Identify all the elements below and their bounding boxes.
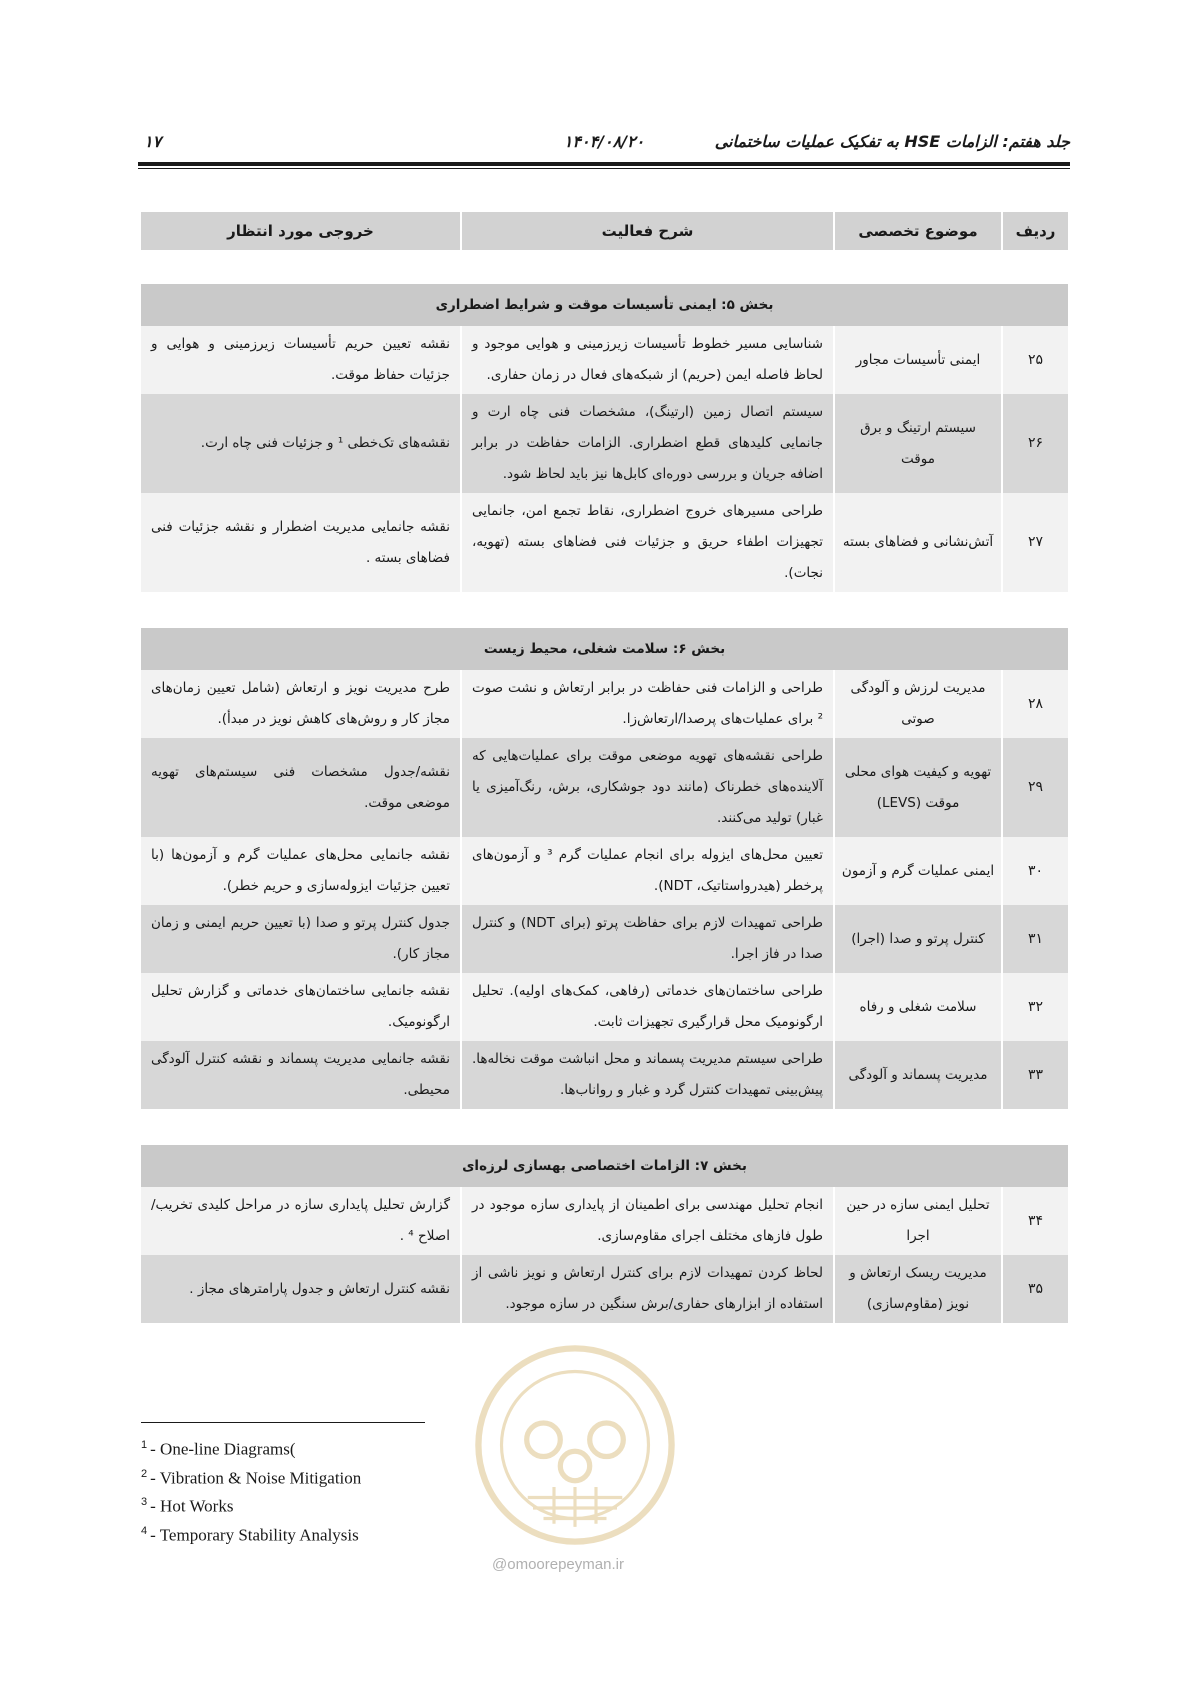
footnote-rule <box>141 1422 425 1423</box>
row-topic: سیستم ارتینگ و برق موقت <box>834 394 1002 493</box>
footnote-1: $^1$ - One-line Diagrams( <box>141 1439 296 1459</box>
table-row <box>141 670 1068 738</box>
column-header-output: خروجی مورد انتظار <box>141 212 461 250</box>
row-topic: تهویه و کیفیت هوای محلی موقت (LEVS) <box>834 738 1002 837</box>
row-number: ۳۳ <box>1002 1041 1068 1109</box>
footnote-3: $^3$ - Hot Works <box>141 1496 234 1516</box>
section-7 <box>141 1145 1068 1323</box>
table-row <box>141 738 1068 837</box>
row-description: طراحی ساختمان‌های خدماتی (رفاهی، کمک‌های اولیه). تحلیل ارگونومیک محل قرارگیری تجهیزات ثابت. <box>461 973 834 1041</box>
table-row <box>141 973 1068 1041</box>
section-title: بخش ۵: ایمنی تأسیسات موقت و شرایط اضطراری <box>141 284 1068 326</box>
row-topic: سلامت شغلی و رفاه <box>834 973 1002 1041</box>
row-number: ۳۰ <box>1002 837 1068 905</box>
row-description: شناسایی مسیر خطوط تأسیسات زیرزمینی و هوایی موجود و لحاظ فاصله ایمن (حریم) از شبکه‌های فعال در زمان حفاری. <box>461 326 834 394</box>
document-date: ۱۴۰۴/۰۸/۲۰ <box>563 132 645 151</box>
row-number: ۲۷ <box>1002 493 1068 592</box>
row-output: گزارش تحلیل پایداری سازه در مراحل کلیدی تخریب/اصلاح ⁴ . <box>141 1187 461 1255</box>
row-topic: ایمنی تأسیسات مجاور <box>834 326 1002 394</box>
row-number: ۲۵ <box>1002 326 1068 394</box>
column-header-table <box>141 212 1068 250</box>
row-output: نقشه جانمایی ساختمان‌های خدماتی و گزارش تحلیل ارگونومیک. <box>141 973 461 1041</box>
row-description: طراحی نقشه‌های تهویه موضعی موقت برای عملیات‌هایی که آلاینده‌های خطرناک (مانند دود جوشکاری، برش، رنگ‌آمیزی یا غبار) تولید می‌کنند. <box>461 738 834 837</box>
table-row <box>141 905 1068 973</box>
row-topic: کنترل پرتو و صدا (اجرا) <box>834 905 1002 973</box>
row-topic: ایمنی عملیات گرم و آزمون <box>834 837 1002 905</box>
footnote-2: $^2$ - Vibration & Noise Mitigation <box>141 1467 362 1488</box>
page-number: ۱۷ <box>144 132 162 151</box>
page-header <box>138 128 1070 158</box>
row-topic: آتش‌نشانی و فضاهای بسته <box>834 493 1002 592</box>
row-topic: تحلیل ایمنی سازه در حین اجرا <box>834 1187 1002 1255</box>
row-output: نقشه جانمایی مدیریت اضطرار و نقشه جزئیات فنی فضاهای بسته . <box>141 493 461 592</box>
sections-container <box>141 284 1068 1323</box>
watermark-text: @omoorepeyman.ir <box>492 1556 624 1573</box>
main-content <box>141 212 1068 1323</box>
gear-emblem-icon <box>470 1340 680 1550</box>
row-output: نقشه‌های تک‌خطی ¹ و جزئیات فنی چاه ارت. <box>141 394 461 493</box>
row-number: ۳۲ <box>1002 973 1068 1041</box>
section-6 <box>141 628 1068 1109</box>
column-header-row: ردیف <box>1002 212 1068 250</box>
row-output: نقشه کنترل ارتعاش و جدول پارامترهای مجاز . <box>141 1255 461 1323</box>
row-description: طراحی مسیرهای خروج اضطراری، نقاط تجمع امن، جانمایی تجهیزات اطفاء حریق و جزئیات فنی فضاهای بسته (تهویه، نجات). <box>461 493 834 592</box>
table-row <box>141 837 1068 905</box>
header-rule <box>138 162 1070 166</box>
section-title: بخش ۶: سلامت شغلی، محیط زیست <box>141 628 1068 670</box>
row-description: طراحی سیستم مدیریت پسماند و محل انباشت موقت نخاله‌ها. پیش‌بینی تمهیدات کنترل گرد و غبار و رواناب‌ها. <box>461 1041 834 1109</box>
row-number: ۳۱ <box>1002 905 1068 973</box>
footnote-4: $^4$ - Temporary Stability Analysis <box>141 1524 359 1545</box>
table-row <box>141 493 1068 592</box>
row-topic: مدیریت لرزش و آلودگی صوتی <box>834 670 1002 738</box>
row-number: ۳۵ <box>1002 1255 1068 1323</box>
row-description: انجام تحلیل مهندسی برای اطمینان از پایداری سازه موجود در طول فازهای مختلف اجرای مقاوم‌سازی. <box>461 1187 834 1255</box>
row-description: سیستم اتصال زمین (ارتینگ)، مشخصات فنی چاه ارت و جانمایی کلیدهای قطع اضطراری. الزامات حفاظت در برابر اضافه جریان و بررسی دوره‌ای کابل‌ها نیز باید لحاظ شود. <box>461 394 834 493</box>
row-number: ۲۶ <box>1002 394 1068 493</box>
footnotes <box>141 1422 441 1548</box>
section-5 <box>141 284 1068 592</box>
row-output: طرح مدیریت نویز و ارتعاش (شامل تعیین زمان‌های مجاز کار و روش‌های کاهش نویز در مبدأ). <box>141 670 461 738</box>
row-output: نقشه جانمایی محل‌های عملیات گرم و آزمون‌ها (با تعیین جزئیات ایزوله‌سازی و حریم خطر). <box>141 837 461 905</box>
section-table <box>141 628 1068 1109</box>
row-output: جدول کنترل پرتو و صدا (با تعیین حریم ایمنی و زمان مجاز کار). <box>141 905 461 973</box>
column-header-topic: موضوع تخصصی <box>834 212 1002 250</box>
row-topic: مدیریت پسماند و آلودگی <box>834 1041 1002 1109</box>
row-description: طراحی و الزامات فنی حفاظت در برابر ارتعاش و نشت صوت ² برای عملیات‌های پرصدا/ارتعاش‌زا. <box>461 670 834 738</box>
section-title: بخش ۷: الزامات اختصاصی بهسازی لرزه‌ای <box>141 1145 1068 1187</box>
table-row <box>141 394 1068 493</box>
row-description: تعیین محل‌های ایزوله برای انجام عملیات گرم ³ و آزمون‌های پرخطر (هیدرواستاتیک، NDT). <box>461 837 834 905</box>
document-title: جلد هفتم: الزامات HSE به تفکیک عملیات ساختمانی <box>714 132 1070 151</box>
column-header-description: شرح فعالیت <box>461 212 834 250</box>
row-output: نقشه جانمایی مدیریت پسماند و نقشه کنترل آلودگی محیطی. <box>141 1041 461 1109</box>
row-number: ۲۸ <box>1002 670 1068 738</box>
row-description: لحاظ کردن تمهیدات لازم برای کنترل ارتعاش و نویز ناشی از استفاده از ابزارهای حفاری/برش سنگین در سازه موجود. <box>461 1255 834 1323</box>
section-table <box>141 284 1068 592</box>
row-description: طراحی تمهیدات لازم برای حفاظت پرتو (برای NDT) و کنترل صدا در فاز اجرا. <box>461 905 834 973</box>
row-output: نقشه/جدول مشخصات فنی سیستم‌های تهویه موضعی موقت. <box>141 738 461 837</box>
table-row <box>141 1041 1068 1109</box>
row-topic: مدیریت ریسک ارتعاش و نویز (مقاوم‌سازی) <box>834 1255 1002 1323</box>
row-number: ۳۴ <box>1002 1187 1068 1255</box>
row-output: نقشه تعیین حریم تأسیسات زیرزمینی و هوایی و جزئیات حفاظ موقت. <box>141 326 461 394</box>
table-row <box>141 1255 1068 1323</box>
table-row <box>141 1187 1068 1255</box>
table-row <box>141 326 1068 394</box>
header-rule-thin <box>138 168 1070 169</box>
section-table <box>141 1145 1068 1323</box>
row-number: ۲۹ <box>1002 738 1068 837</box>
